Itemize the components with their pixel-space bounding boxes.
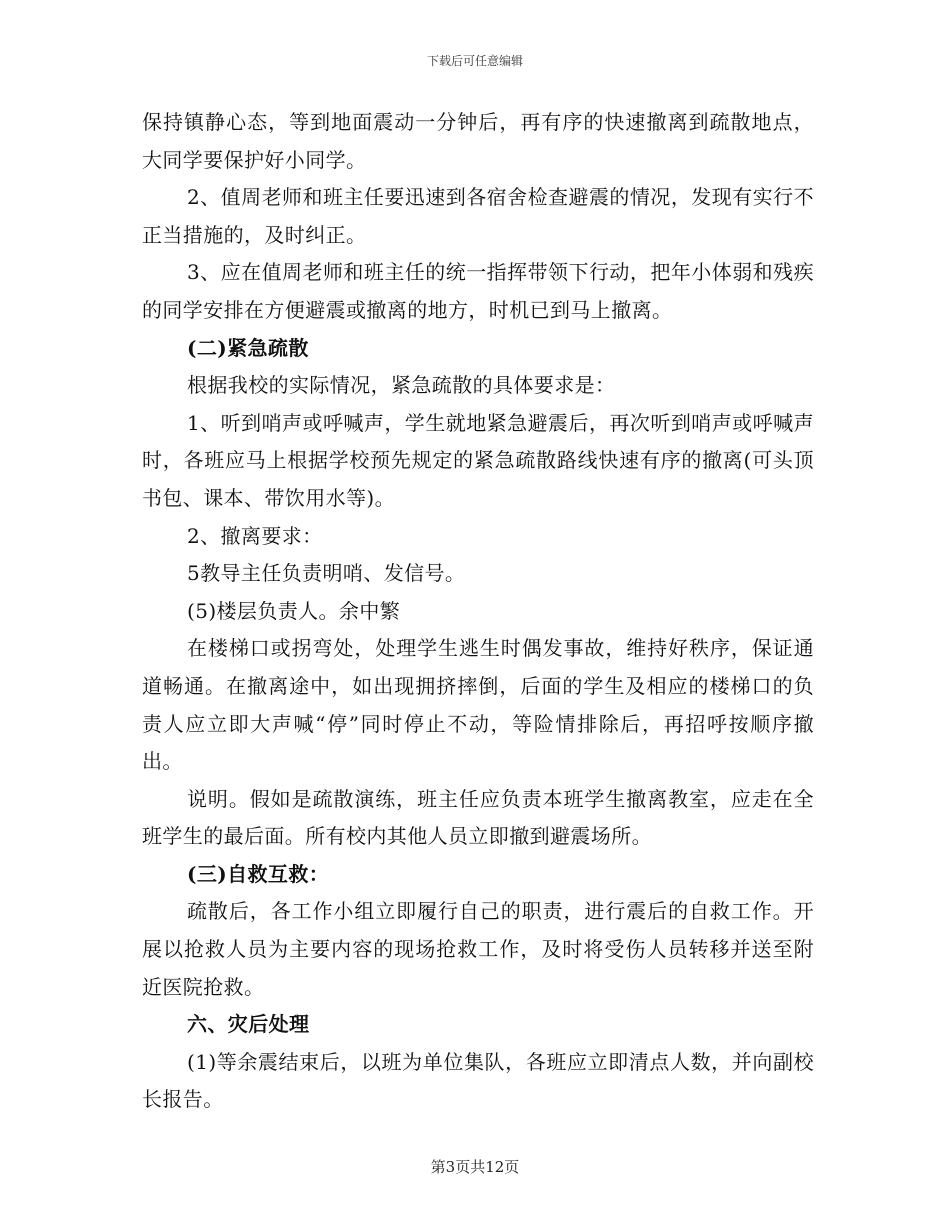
page-footer: 第3页共12页 [430, 1158, 520, 1176]
paragraph-13: 疏散后，各工作小组立即履行自己的职责，进行震后的自救工作。开展以抢救人员为主要内容的现场抢救工作，及时将受伤人员转移并送至附近医院抢救。 [142, 899, 814, 999]
paragraph-15: (1)等余震结束后，以班为单位集队，各班应立即清点人数，并向副校长报告。 [142, 1049, 814, 1112]
paragraph-8: 5教导主任负责明哨、发信号。 [187, 561, 466, 586]
paragraph-11: 说明。假如是疏散演练，班主任应负责本班学生撤离教室，应走在全班学生的最后面。所有校内其他人员立即撤到避震场所。 [142, 786, 814, 849]
paragraph-10: 在楼梯口或拐弯处，处理学生逃生时偶发事故，维持好秩序，保证通道畅通。在撤离途中，如出现拥挤摔倒，后面的学生及相应的楼梯口的负责人应立即大声喊“停”同时停止不动，等险情排除后，再招呼按顺序撤出。 [142, 636, 814, 774]
section-heading-emergency-evacuation: (二)紧急疏散 [187, 335, 309, 360]
page-header: 下载后可任意编辑 [426, 54, 523, 68]
document-body [142, 104, 814, 1119]
paragraph-7: 2、撤离要求： [187, 523, 323, 548]
section-heading-post-disaster: 六、灾后处理 [187, 1012, 310, 1037]
paragraph-9: (5)楼层负责人。余中繁 [187, 598, 401, 623]
section-heading-self-rescue: (三)自救互救： [187, 861, 330, 886]
paragraph-6: 1、听到哨声或呼喊声，学生就地紧急避震后，再次听到哨声或呼喊声时，各班应马上根据学校预先规定的紧急疏散路线快速有序的撤离(可头顶书包、课本、带饮用水等)。 [142, 410, 814, 510]
paragraph-3: 3、应在值周老师和班主任的统一指挥带领下行动，把年小体弱和残疾的同学安排在方便避震或撤离的地方，时机已到马上撤离。 [142, 260, 814, 322]
paragraph-5: 根据我校的实际情况，紧急疏散的具体要求是： [187, 373, 616, 398]
paragraph-1: 保持镇静心态，等到地面震动一分钟后，再有序的快速撤离到疏散地点，大同学要保护好小同学。 [142, 110, 814, 172]
paragraph-2: 2、值周老师和班主任要迅速到各宿舍检查避震的情况，发现有实行不正当措施的，及时纠正。 [142, 185, 814, 247]
